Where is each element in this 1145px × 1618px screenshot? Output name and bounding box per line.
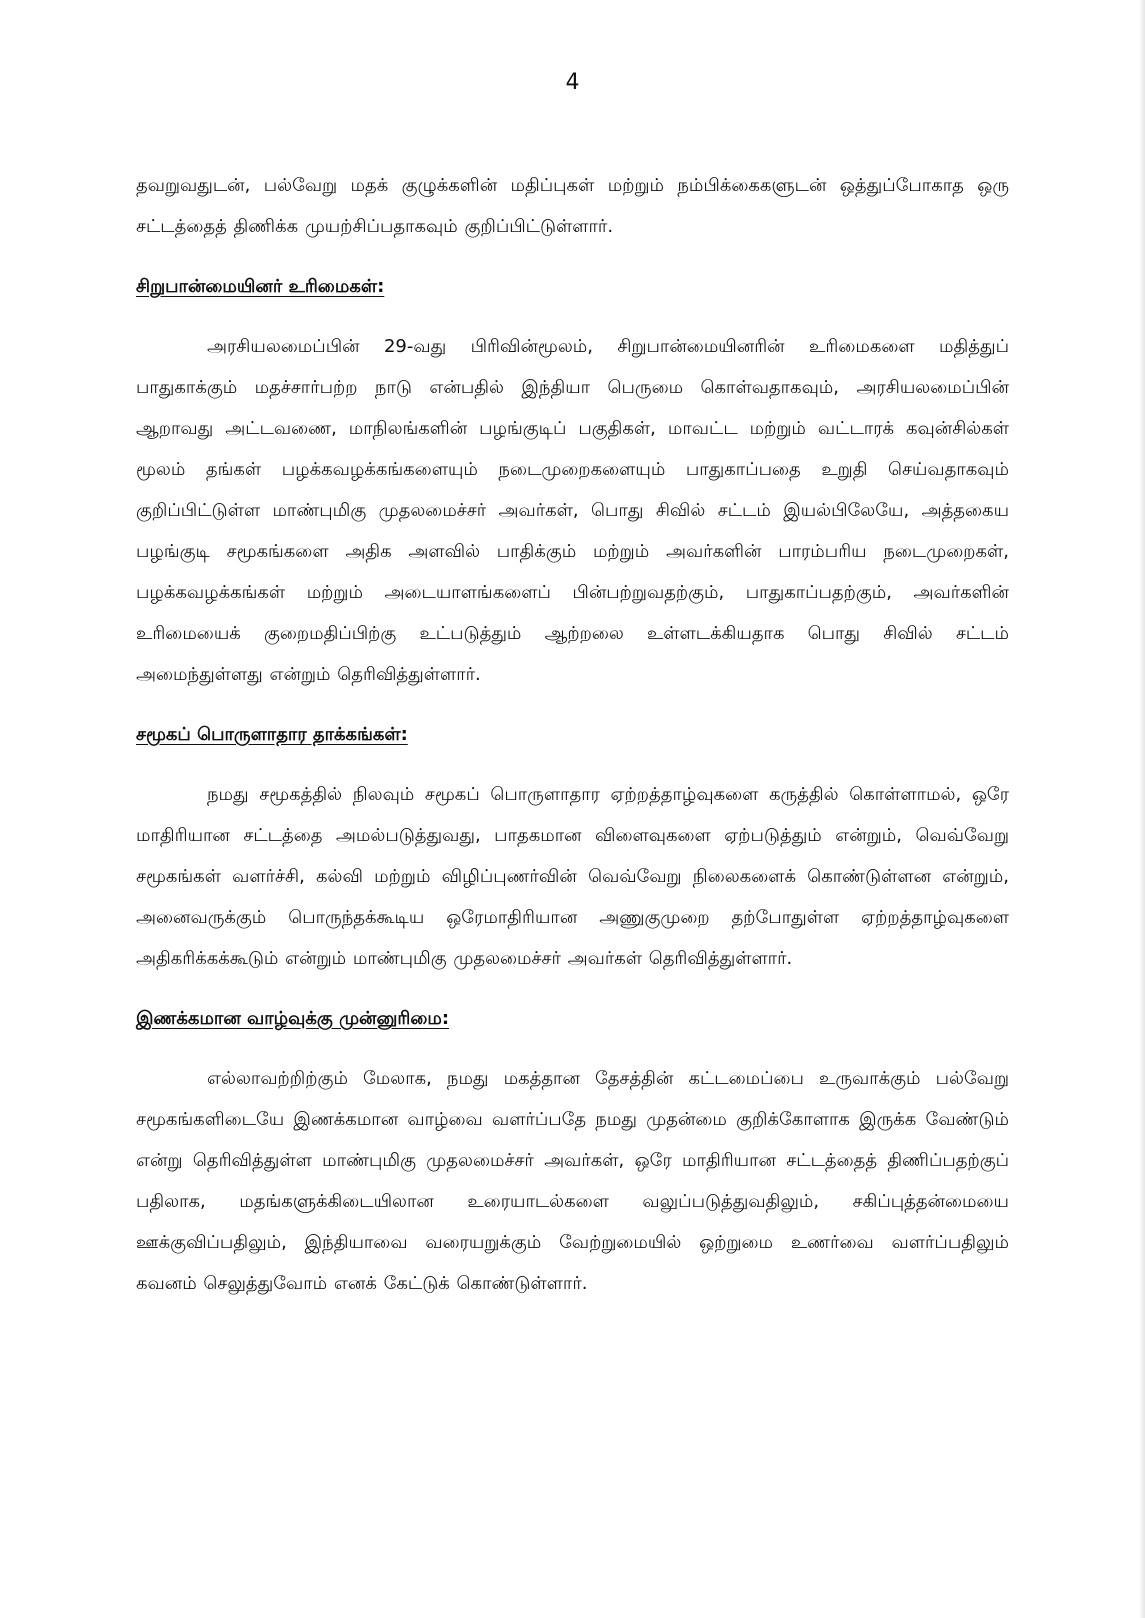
section-paragraph: அரசியலமைப்பின் 29-வது பிரிவின்மூலம், சிறுபான்மையினரின் உரிமைகளை மதித்துப் பாதுகாக்கும் மதச்சார்பற்ற நாடு என்பதில் இந்தியா பெருமை கொள்வதாகவும், அரசியலமைப்பின் ஆறாவது அட்டவணை, மாநிலங்களின் பழங்குடிப் பகுதிகள், மாவட்ட மற்றும் வட்டாரக் கவுன்சில்கள் மூலம் தங்கள் பழக்கவழக்கங்களையும் நடைமுறைகளையும் பாதுகாப்பதை உறுதி செய்வதாகவும் குறிப்பிட்டுள்ள மாண்புமிகு முதலமைச்சர் அவர்கள், பொது சிவில் சட்டம் இயல்பிலேயே, அத்தகைய பழங்குடி சமூகங்களை அதிக அளவில் பாதிக்கும் மற்றும் அவர்களின் பாரம்பரிய நடைமுறைகள், பழக்கவழக்கங்கள் மற்றும் அடையாளங்களைப் பின்பற்றுவதற்கும், பாதுகாப்பதற்கும், அவர்களின் உரிமையைக் குறைமதிப்பிற்கு உட்படுத்தும் ஆற்றலை உள்ளடக்கியதாக பொது சிவில் சட்டம் அமைந்துள்ளது என்றும் தெரிவித்துள்ளார். (136, 336, 1009, 685)
section-paragraph: நமது சமூகத்தில் நிலவும் சமூகப் பொருளாதார ஏற்றத்தாழ்வுகளை கருத்தில் கொள்ளாமல், ஒரே மாதிரியான சட்டத்தை அமல்படுத்துவது, பாதகமான விளைவுகளை ஏற்படுத்தும் என்றும், வெவ்வேறு சமூகங்கள் வளர்ச்சி, கல்வி மற்றும் விழிப்புணர்வின் வெவ்வேறு நிலைகளைக் கொண்டுள்ளன என்றும், அனைவருக்கும் பொருந்தக்கூடிய ஒரேமாதிரியான அணுகுமுறை தற்போதுள்ள ஏற்றத்தாழ்வுகளை அதிகரிக்கக்கூடும் என்றும் மாண்புமிகு முதலமைச்சர் அவர்கள் தெரிவித்துள்ளார். (136, 784, 1009, 969)
section-heading: சிறுபான்மையினர் உரிமைகள்: (136, 276, 385, 297)
section-socio-economic-impacts (136, 714, 1009, 979)
section-heading: இணக்கமான வாழ்வுக்கு முன்னுரிமை: (136, 1008, 450, 1029)
intro-paragraph: தவறுவதுடன், பல்வேறு மதக் குழுக்களின் மதிப்புகள் மற்றும் நம்பிக்கைகளுடன் ஒத்துப்போகாத ஒரு சட்டத்தைத் திணிக்க முயற்சிப்பதாகவும் குறிப்பிட்டுள்ளார். (136, 175, 1009, 237)
section-heading: சமூகப் பொருளாதார தாக்கங்கள்: (136, 724, 408, 745)
page-number: 4 (565, 70, 580, 95)
document-body (136, 165, 1009, 1304)
page-edge-shadow (1139, 0, 1145, 1618)
section-harmonious-living (136, 998, 1009, 1304)
section-paragraph: எல்லாவற்றிற்கும் மேலாக, நமது மகத்தான தேசத்தின் கட்டமைப்பை உருவாக்கும் பல்வேறு சமூகங்களிடையே இணக்கமான வாழ்வை வளர்ப்பதே நமது முதன்மை குறிக்கோளாக இருக்க வேண்டும் என்று தெரிவித்துள்ள மாண்புமிகு முதலமைச்சர் அவர்கள், ஒரே மாதிரியான சட்டத்தைத் திணிப்பதற்குப் பதிலாக, மதங்களுக்கிடையிலான உரையாடல்களை வலுப்படுத்துவதிலும், சகிப்புத்தன்மையை ஊக்குவிப்பதிலும், இந்தியாவை வரையறுக்கும் வேற்றுமையில் ஒற்றுமை உணர்வை வளர்ப்பதிலும் கவனம் செலுத்துவோம் எனக் கேட்டுக் கொண்டுள்ளார். (136, 1068, 1009, 1294)
section-minority-rights (136, 266, 1009, 695)
